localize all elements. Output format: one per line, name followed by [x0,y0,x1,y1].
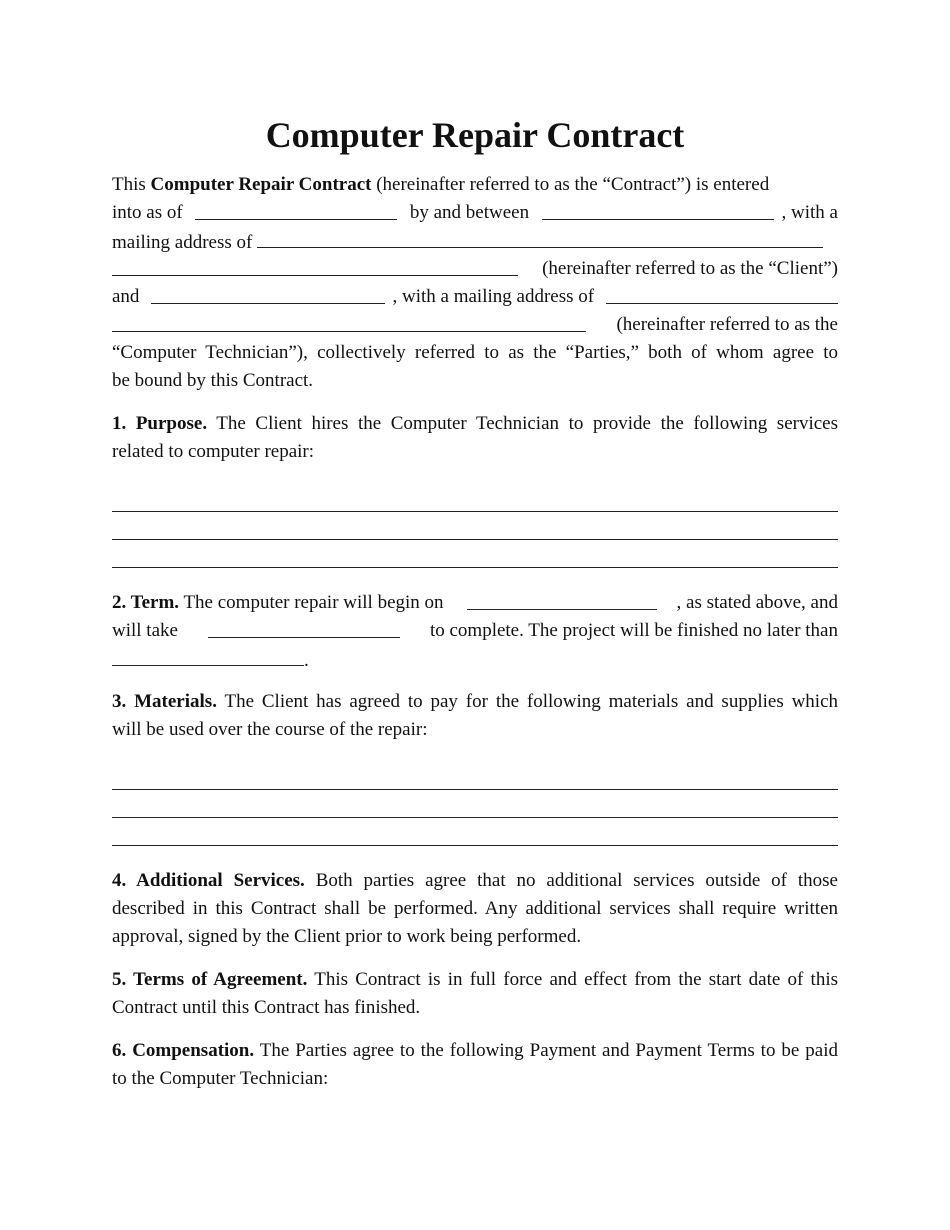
technician-address-blank-1[interactable] [606,283,838,304]
intro-line-6: (hereinafter referred to as the [112,311,838,339]
materials-blank-line[interactable] [112,824,838,852]
section-heading: 1. Purpose. [112,413,208,434]
client-name-blank[interactable] [542,199,774,220]
purpose-blank-line[interactable] [112,518,838,546]
section-heading: 2. Term. [112,592,180,613]
section-terms-of-agreement: 5. Terms of Agreement. This Contract is in full force and effect from the start date of this Contract until this Contract has finished. [112,969,838,1018]
client-address-blank-1[interactable] [257,227,823,248]
document-title: Computer Repair Contract [265,115,685,155]
materials-blank-line[interactable] [112,796,838,824]
section-heading: 5. Terms of Agreement. [112,969,308,990]
intro-paragraph [112,171,838,395]
date-blank[interactable] [195,199,397,220]
section-additional-services: 4. Additional Services. Both parties agree that no additional services outside of those described in this Contract shall be performed. Any additional services shall require written approval, signed by the Client prior to work being performed. [112,870,838,947]
intro-line-4: (hereinafter referred to as the “Client”) [112,255,838,283]
technician-address-blank-2[interactable] [112,311,586,332]
section-heading: 6. Compensation. [112,1040,255,1061]
term-line-1: 2. Term. The computer repair will begin on , as stated above, and [112,589,838,617]
start-date-blank[interactable] [467,589,657,610]
purpose-blank-line[interactable] [112,490,838,518]
intro-line-7: “Computer Technician”), collectively referred to as the “Parties,” both of whom agree to [112,342,838,363]
section-term [112,589,838,673]
intro-line-1: This Computer Repair Contract (hereinafter referred to as the “Contract”) is entered [112,174,770,195]
intro-line-3: mailing address of [112,227,838,255]
section-compensation: 6. Compensation. The Parties agree to the following Payment and Payment Terms to be paid to the Computer Technician: [112,1040,838,1089]
technician-name-blank[interactable] [151,283,385,304]
duration-blank[interactable] [208,617,400,638]
contract-page [112,112,838,1093]
contract-name-bold: Computer Repair Contract [150,174,372,195]
purpose-blank-line[interactable] [112,546,838,574]
intro-line-8: be bound by this Contract. [112,370,314,391]
intro-line-2: into as of by and between , with a [112,199,838,227]
term-line-2: will take to complete. The project will be finished no later than [112,617,838,645]
end-date-blank[interactable] [112,645,304,666]
section-purpose: 1. Purpose. The Client hires the Computer Technician to provide the following services related to computer repair: [112,410,838,574]
intro-line-5: and , with a mailing address of [112,283,838,311]
section-heading: 4. Additional Services. [112,870,305,891]
materials-blank-line[interactable] [112,768,838,796]
client-address-blank-2[interactable] [112,255,518,276]
section-heading: 3. Materials. [112,691,217,712]
term-line-3: . [112,645,838,673]
section-materials: 3. Materials. The Client has agreed to pay for the following materials and supplies which will be used over the course of the repair: [112,688,838,852]
